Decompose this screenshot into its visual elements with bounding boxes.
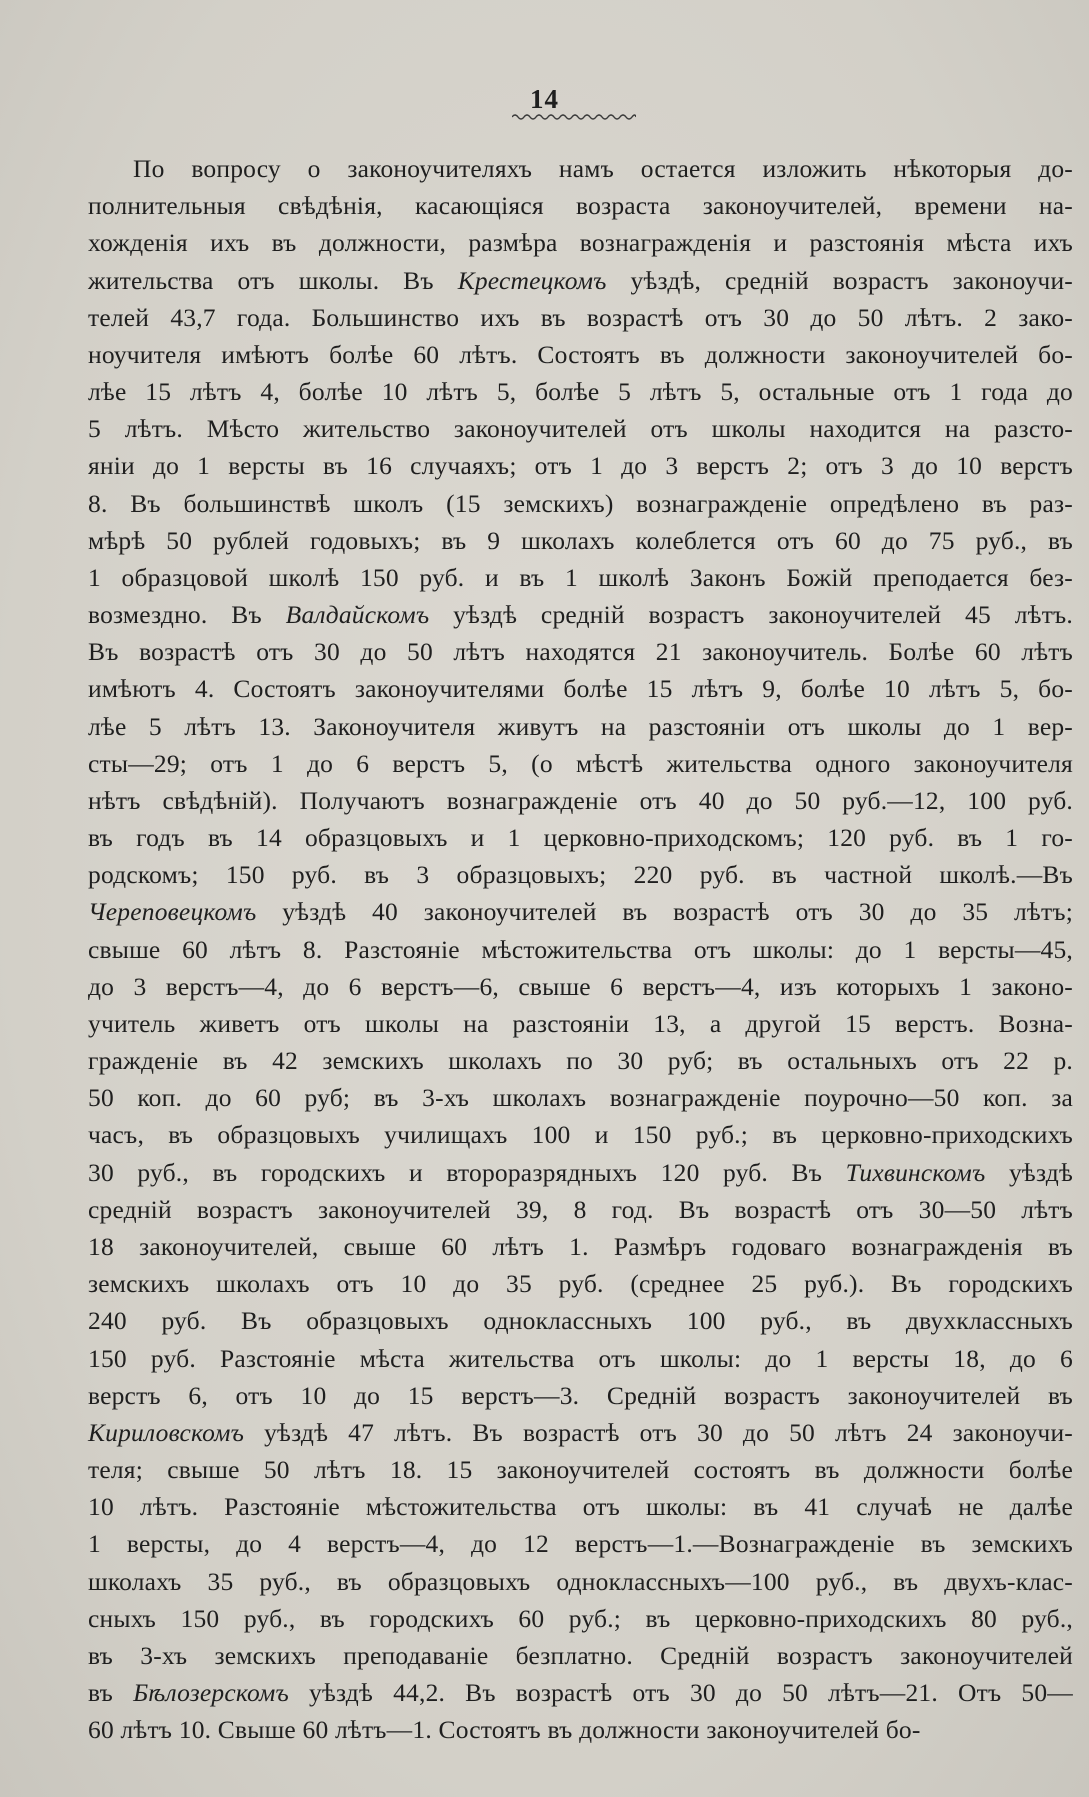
text-line: 30 руб., въ городскихъ и второразрядныхъ 120 руб. Въ Тихвинскомъ уѣздѣ bbox=[88, 1157, 1073, 1187]
text-line: учитель живетъ отъ школы на разстояніи 13, а другой 15 верстъ. Возна- bbox=[88, 1008, 1073, 1038]
text-line: хожденія ихъ въ должности, размѣра вознагражденія и разстоянія мѣста ихъ bbox=[88, 228, 1073, 258]
text-line: Въ возрастѣ отъ 30 до 50 лѣтъ находятся 21 законоучитель. Болѣе 60 лѣтъ bbox=[88, 637, 1073, 667]
district-name: Кириловскомъ bbox=[88, 1417, 245, 1447]
text-line: до 3 верстъ—4, до 6 верстъ—6, свыше 6 верстъ—4, изъ которыхъ 1 законо- bbox=[88, 971, 1073, 1001]
text-line: полнительныя свѣдѣнія, касающіяся возраста законоучителей, времени на- bbox=[88, 191, 1073, 221]
text-line: лѣе 15 лѣтъ 4, болѣе 10 лѣтъ 5, болѣе 5 лѣтъ 5, остальные отъ 1 года до bbox=[88, 377, 1073, 407]
text-line: сныхъ 150 руб., въ городскихъ 60 руб.; въ церковно-приходскихъ 80 руб., bbox=[88, 1603, 1073, 1633]
text-line: 8. Въ большинствѣ школъ (15 земскихъ) вознагражденіе опредѣлено въ раз- bbox=[88, 488, 1073, 518]
text-line: имѣютъ 4. Состоятъ законоучителями болѣе 15 лѣтъ 9, болѣе 10 лѣтъ 5, бо- bbox=[88, 674, 1073, 704]
text-line: свыше 60 лѣтъ 8. Разстояніе мѣстожительства отъ школы: до 1 версты—45, bbox=[88, 934, 1073, 964]
text-line: 1 версты, до 4 верстъ—4, до 12 верстъ—1.—Вознагражденіе въ земскихъ bbox=[88, 1529, 1073, 1559]
text-line: 50 коп. до 60 руб; въ 3-хъ школахъ вознагражденіе поурочно—50 коп. за bbox=[88, 1083, 1073, 1113]
text-line: 5 лѣтъ. Мѣсто жительство законоучителей отъ школы находится на разсто- bbox=[88, 414, 1073, 444]
text-line: школахъ 35 руб., въ образцовыхъ одноклассныхъ—100 руб., въ двухъ-клас- bbox=[88, 1566, 1073, 1596]
text-line: 18 законоучителей, свыше 60 лѣтъ 1. Размѣръ годоваго вознагражденія въ bbox=[88, 1231, 1073, 1261]
text-line: Череповецкомъ уѣздѣ 40 законоучителей въ возрастѣ отъ 30 до 35 лѣтъ; bbox=[88, 897, 1073, 927]
text-line: 60 лѣтъ 10. Свыше 60 лѣтъ—1. Состоятъ въ должности законоучителей бо- bbox=[88, 1715, 921, 1745]
district-name: Бѣлозерскомъ bbox=[133, 1678, 289, 1708]
text-line: въ годъ въ 14 образцовыхъ и 1 церковно-приходскомъ; 120 руб. въ 1 го- bbox=[88, 823, 1073, 853]
text-line: въ 3-хъ земскихъ преподаваніе безплатно. Средній возрастъ законоучителей bbox=[88, 1640, 1073, 1670]
text-line: родскомъ; 150 руб. въ 3 образцовыхъ; 220 руб. въ частной школѣ.—Въ bbox=[88, 860, 1073, 890]
text-line: теля; свыше 50 лѣтъ 18. 15 законоучителей состоятъ въ должности болѣе bbox=[88, 1455, 1073, 1485]
text-line: ноучителя имѣютъ болѣе 60 лѣтъ. Состоятъ въ должности законоучителей бо- bbox=[88, 339, 1073, 369]
district-name: Крестецкомъ bbox=[457, 265, 607, 295]
text-line: сты—29; отъ 1 до 6 верстъ 5, (о мѣстѣ жительства одного законоучителя bbox=[88, 748, 1073, 778]
district-name: Валдайскомъ bbox=[285, 600, 430, 630]
text-line: 150 руб. Разстояніе мѣста жительства отъ школы: до 1 версты 18, до 6 bbox=[88, 1343, 1073, 1373]
text-line: 10 лѣтъ. Разстояніе мѣстожительства отъ школы: въ 41 случаѣ не далѣе bbox=[88, 1492, 1073, 1522]
text-line: верстъ 6, отъ 10 до 15 верстъ—3. Средній возрастъ законоучителей въ bbox=[88, 1380, 1073, 1410]
text-line: средній возрастъ законоучителей 39, 8 год. Въ возрастѣ отъ 30—50 лѣтъ bbox=[88, 1194, 1073, 1224]
text-line: гражденіе въ 42 земскихъ школахъ по 30 руб; въ остальныхъ отъ 22 р. bbox=[88, 1046, 1073, 1076]
text-line: 240 руб. Въ образцовыхъ одноклассныхъ 100 руб., въ двухклассныхъ bbox=[88, 1306, 1073, 1336]
text-line: По вопросу о законоучителяхъ намъ остается изложить нѣкоторыя до- bbox=[133, 154, 1073, 183]
text-line: возмездно. Въ Валдайскомъ уѣздѣ средній возрастъ законоучителей 45 лѣтъ. bbox=[88, 600, 1073, 630]
text-line: нѣтъ свѣдѣній). Получаютъ вознагражденіе отъ 40 до 50 руб.—12, 100 руб. bbox=[88, 785, 1073, 815]
text-line: телей 43,7 года. Большинство ихъ въ возрастѣ отъ 30 до 50 лѣтъ. 2 зако- bbox=[88, 302, 1073, 332]
district-name: Тихвинскомъ bbox=[845, 1157, 986, 1187]
text-line: 1 образцовой школѣ 150 руб. и въ 1 школѣ Законъ Божій преподается без- bbox=[88, 562, 1073, 592]
text-line: лѣе 5 лѣтъ 13. Законоучителя живутъ на разстояніи отъ школы до 1 вер- bbox=[88, 711, 1073, 741]
text-line: въ Бѣлозерскомъ уѣздѣ 44,2. Въ возрастѣ отъ 30 до 50 лѣтъ—21. Отъ 50— bbox=[88, 1678, 1073, 1708]
text-line: часъ, въ образцовыхъ училищахъ 100 и 150 руб.; въ церковно-приходскихъ bbox=[88, 1120, 1073, 1150]
text-line: жительства отъ школы. Въ Крестецкомъ уѣздѣ, средній возрастъ законоучи- bbox=[88, 265, 1073, 295]
wavy-rule-ornament bbox=[512, 112, 636, 122]
district-name: Череповецкомъ bbox=[88, 897, 257, 927]
text-line: яніи до 1 версты въ 16 случаяхъ; отъ 1 до 3 верстъ 2; отъ 3 до 10 верстъ bbox=[88, 451, 1073, 481]
text-line: мѣрѣ 50 рублей годовыхъ; въ 9 школахъ колеблется отъ 60 до 75 руб., въ bbox=[88, 525, 1073, 555]
text-line: земскихъ школахъ отъ 10 до 35 руб. (среднее 25 руб.). Въ городскихъ bbox=[88, 1269, 1073, 1299]
body-text bbox=[88, 150, 1073, 1748]
text-line: Кириловскомъ уѣздѣ 47 лѣтъ. Въ возрастѣ отъ 30 до 50 лѣтъ 24 законоучи- bbox=[88, 1417, 1073, 1447]
page-number: 14 bbox=[530, 84, 559, 114]
